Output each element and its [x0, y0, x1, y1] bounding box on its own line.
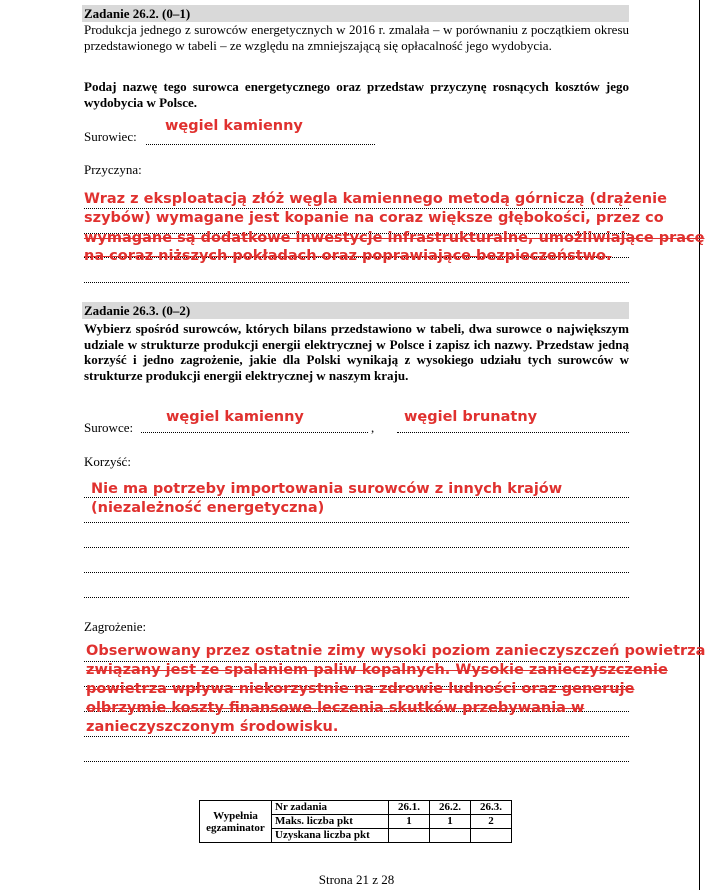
przyczyna-label: Przyczyna: — [84, 162, 142, 177]
przyczyna-answer-line: wymagane są dodatkowe inwestycje infrastrukturalne, umożliwiające pracę — [84, 230, 705, 246]
row-label-task-number: Nr zadania — [272, 801, 389, 815]
fill-label: Wypełnia egzaminator — [200, 801, 272, 843]
score-table — [199, 800, 512, 843]
obtained-points-cell[interactable] — [430, 829, 471, 843]
answer-line[interactable] — [84, 597, 629, 598]
row-label-max-points: Maks. liczba pkt — [272, 815, 389, 829]
korzysc-answer-line: Nie ma potrzeby importowania surowców z innych krajów — [91, 481, 563, 497]
task-26-3-header: Zadanie 26.3. (0–2) — [82, 302, 629, 319]
task-26-2-header: Zadanie 26.2. (0–1) — [82, 5, 629, 22]
answer-line[interactable] — [84, 761, 629, 762]
task-number-cell: 26.3. — [471, 801, 512, 815]
przyczyna-answer-line: szybów) wymagane jest kopanie na coraz większe głębokości, przez co — [84, 210, 664, 226]
answer-line[interactable] — [84, 572, 629, 573]
surowce-answer-2: węgiel brunatny — [404, 409, 538, 425]
task-26-2-intro: Produkcja jednego z surowców energetycznych w 2016 r. zmalała – w porównaniu z początkiem okresu przedstawionego w tabeli – ze względu na zmniejszającą się opłacalność jego wydobycia. — [84, 22, 629, 53]
answer-line[interactable] — [84, 282, 629, 283]
przyczyna-answer-line: Wraz z eksploatacją złóż węgla kamiennego metodą górniczą (drążenie — [84, 191, 667, 207]
surowiec-answer: węgiel kamienny — [165, 118, 303, 134]
task-26-2-instruction: Podaj nazwę tego surowca energetycznego oraz przedstaw przyczynę rosnących kosztów jego wydobycia w Polsce. — [84, 79, 629, 110]
zagrozenie-answer-line: olbrzymie koszty finansowe leczenia skutków przebywania w — [86, 700, 585, 716]
comma: , — [371, 420, 375, 435]
zagrozenie-answer-line: powietrza wpływa niekorzystnie na zdrowie ludności oraz generuje — [86, 681, 635, 697]
zagrozenie-answer-line: Obserwowany przez ostatnie zimy wysoki poziom zanieczyszczeń powietrza — [86, 643, 706, 659]
task-number-cell: 26.1. — [389, 801, 430, 815]
page-number: Strona 21 z 28 — [318, 872, 395, 887]
max-points-cell: 1 — [389, 815, 430, 829]
task-26-3-instruction: Wybierz spośród surowców, których bilans przedstawiono w tabeli, dwa surowce o największym udziale w strukturze produkcji energii elektrycznej w Polsce i zapisz ich nazwy. Przedstaw jedną korzyść i jedno zagrożenie, jakie dla Polski wynikają z wysokiego udziału tych surowców w strukturze produkcji energii elektrycznej w naszym kraju. — [84, 321, 629, 383]
answer-line[interactable] — [84, 522, 629, 523]
surowce-answer-line-1[interactable] — [141, 432, 368, 433]
surowiec-answer-line[interactable] — [146, 144, 375, 145]
task-number-cell: 26.2. — [430, 801, 471, 815]
zagrozenie-label: Zagrożenie: — [84, 619, 147, 634]
obtained-points-cell[interactable] — [389, 829, 430, 843]
korzysc-answer-line: (niezależność energetyczna) — [91, 500, 325, 516]
przyczyna-answer-line: na coraz niższych pokładach oraz poprawiające bezpieczeństwo. — [84, 248, 612, 264]
surowiec-label: Surowiec: — [84, 129, 137, 144]
surowce-answer-line-2[interactable] — [397, 432, 629, 433]
max-points-cell: 2 — [471, 815, 512, 829]
zagrozenie-answer-line: zanieczyszczonym środowisku. — [86, 719, 339, 735]
surowce-label: Surowce: — [84, 420, 134, 435]
surowce-answer-1: węgiel kamienny — [166, 409, 304, 425]
korzysc-label: Korzyść: — [84, 454, 131, 469]
max-points-cell: 1 — [430, 815, 471, 829]
answer-line[interactable] — [84, 547, 629, 548]
margin-rule — [699, 0, 700, 890]
zagrozenie-answer-line: związany jest ze spalaniem paliw kopalnych. Wysokie zanieczyszczenie — [86, 662, 668, 678]
obtained-points-cell[interactable] — [471, 829, 512, 843]
row-label-obtained-points: Uzyskana liczba pkt — [272, 829, 389, 843]
